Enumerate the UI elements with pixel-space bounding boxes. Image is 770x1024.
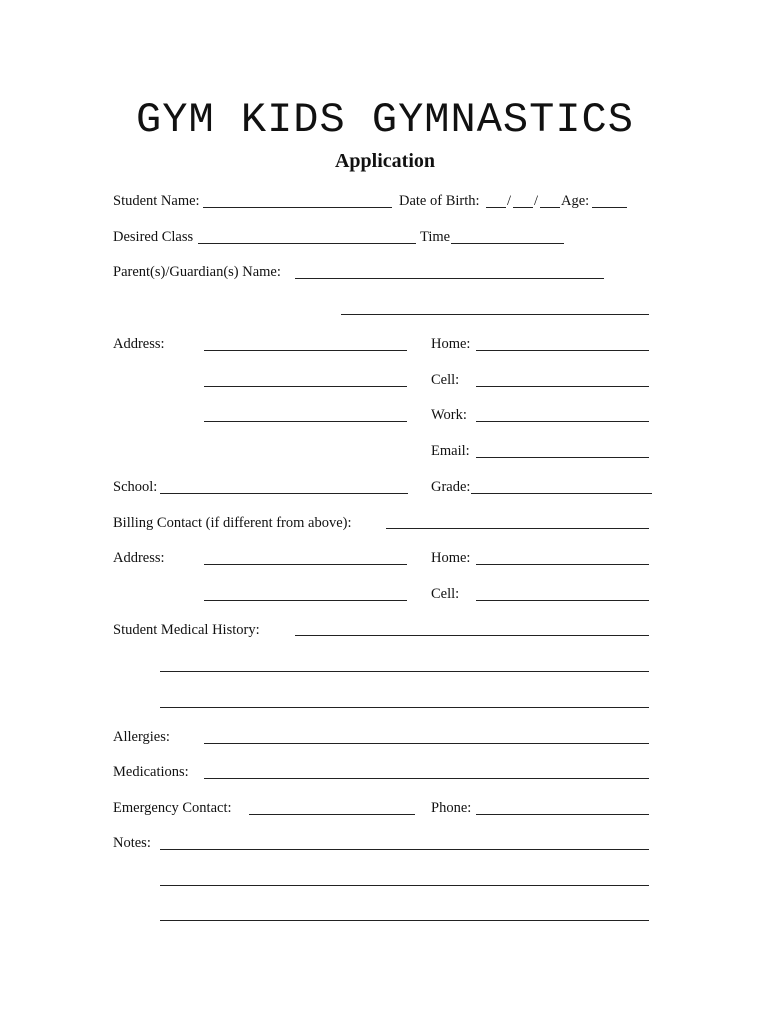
dob-separator: / [507, 193, 512, 209]
allergies-label: Allergies: [113, 729, 170, 745]
medical-history-field-3[interactable] [160, 707, 649, 708]
time-label: Time [420, 229, 451, 245]
school-label: School: [113, 479, 158, 495]
address-field-3[interactable] [204, 421, 407, 422]
address-field-2[interactable] [204, 386, 407, 387]
date-of-birth-label: Date of Birth: [399, 193, 480, 209]
school-field[interactable] [160, 493, 408, 494]
address-label: Address: [113, 336, 165, 352]
emergency-contact-field[interactable] [249, 814, 415, 815]
dob-separator: / [534, 193, 539, 209]
form-title: GYM KIDS GYMNASTICS [136, 96, 634, 144]
billing-address-label: Address: [113, 550, 165, 566]
time-field[interactable] [451, 243, 564, 244]
medications-field[interactable] [204, 778, 649, 779]
billing-home-field[interactable] [476, 564, 649, 565]
billing-address-field-1[interactable] [204, 564, 407, 565]
notes-field-2[interactable] [160, 885, 649, 886]
email-field[interactable] [476, 457, 649, 458]
dob-month-field[interactable] [486, 207, 506, 208]
billing-contact-label: Billing Contact (if different from above): [113, 515, 352, 531]
work-label: Work: [431, 407, 467, 423]
medical-history-field-2[interactable] [160, 671, 649, 672]
grade-label: Grade: [431, 479, 471, 495]
form-subtitle: Application [334, 150, 436, 172]
student-name-label: Student Name: [113, 193, 200, 209]
phone-field[interactable] [476, 814, 649, 815]
emergency-contact-label: Emergency Contact: [113, 800, 232, 816]
cell-phone-field[interactable] [476, 386, 649, 387]
notes-field-3[interactable] [160, 920, 649, 921]
desired-class-field[interactable] [198, 243, 416, 244]
phone-label: Phone: [431, 800, 472, 816]
billing-cell-field[interactable] [476, 600, 649, 601]
grade-field[interactable] [471, 493, 652, 494]
dob-day-field[interactable] [513, 207, 533, 208]
notes-label: Notes: [113, 835, 151, 851]
student-name-field[interactable] [203, 207, 392, 208]
home-phone-field[interactable] [476, 350, 649, 351]
parent-name-field-2[interactable] [341, 314, 649, 315]
parent-name-field[interactable] [295, 278, 604, 279]
cell-label: Cell: [431, 372, 460, 388]
age-label: Age: [561, 193, 590, 209]
billing-contact-field[interactable] [386, 528, 649, 529]
billing-address-field-2[interactable] [204, 600, 407, 601]
desired-class-label: Desired Class [113, 229, 194, 245]
parent-name-label: Parent(s)/Guardian(s) Name: [113, 264, 281, 280]
work-phone-field[interactable] [476, 421, 649, 422]
age-field[interactable] [592, 207, 627, 208]
email-label: Email: [431, 443, 470, 459]
notes-field-1[interactable] [160, 849, 649, 850]
home-label: Home: [431, 336, 471, 352]
medical-history-field-1[interactable] [295, 635, 649, 636]
billing-home-label: Home: [431, 550, 471, 566]
billing-cell-label: Cell: [431, 586, 460, 602]
address-field-1[interactable] [204, 350, 407, 351]
medical-history-label: Student Medical History: [113, 622, 260, 638]
dob-year-field[interactable] [540, 207, 560, 208]
allergies-field[interactable] [204, 743, 649, 744]
medications-label: Medications: [113, 764, 189, 780]
